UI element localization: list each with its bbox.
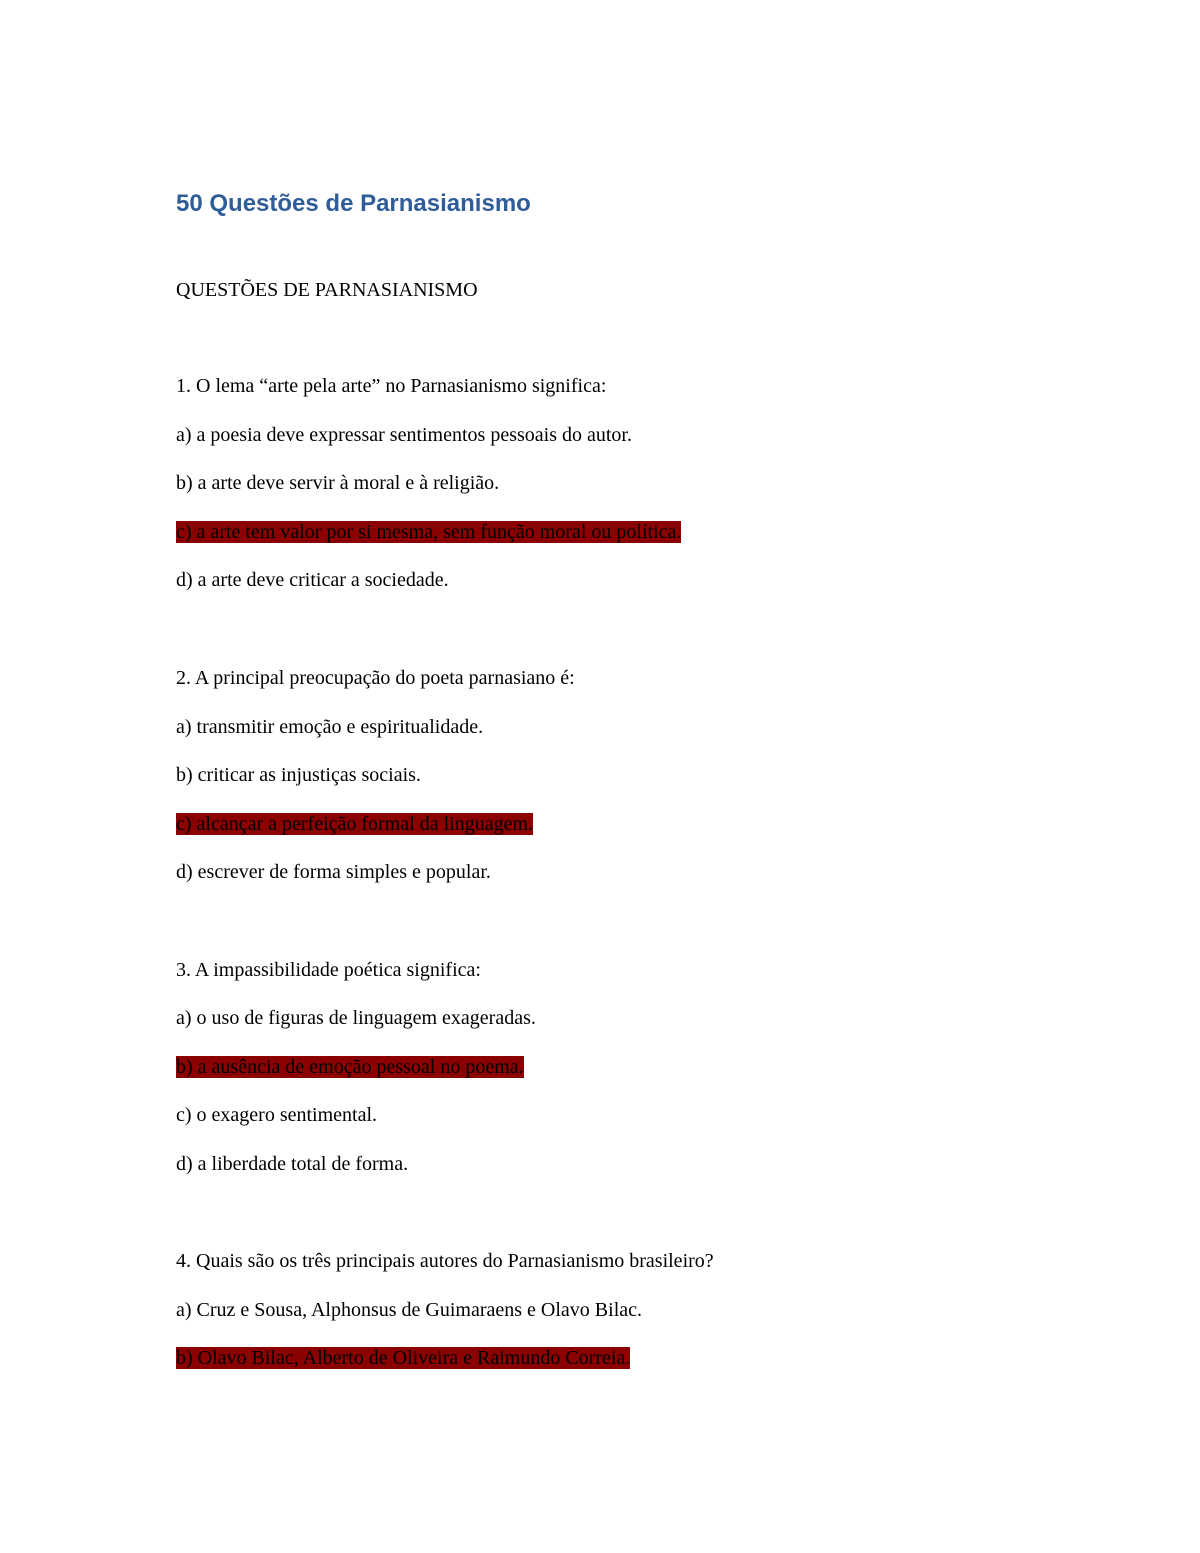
question-3-option-b-answer (176, 1054, 524, 1080)
question-2-option-c-answer (176, 811, 533, 837)
question-4-option-a (176, 1297, 642, 1323)
question-2-option-a (176, 714, 483, 740)
option-text: d) escrever de forma simples e popular. (176, 861, 491, 883)
option-text: a) Cruz e Sousa, Alphonsus de Guimaraens e Olavo Bilac. (176, 1299, 643, 1321)
question-4: 4. Quais são os três principais autores do Parnasianismo brasileiro? (176, 1250, 714, 1272)
option-text: b) criticar as injustiças sociais. (176, 764, 421, 786)
question-1-option-d (176, 567, 449, 593)
question-2-option-b (176, 762, 421, 788)
highlighted-answer: c) alcançar a perfeição formal da linguagem. (176, 813, 534, 835)
option-text: a) transmitir emoção e espiritualidade. (176, 716, 484, 738)
question-3-option-a (176, 1005, 536, 1031)
highlighted-answer: c) a arte tem valor por si mesma, sem função moral ou política. (176, 521, 682, 543)
highlighted-answer: b) Olavo Bilac, Alberto de Oliveira e Raimundo Correia. (176, 1347, 631, 1369)
question-4-option-b-answer (176, 1345, 630, 1371)
document-subtitle: QUESTÕES DE PARNASIANISMO (176, 279, 478, 301)
question-1-option-b (176, 470, 499, 496)
option-text: a) o uso de figuras de linguagem exageradas. (176, 1007, 536, 1029)
question-2: 2. A principal preocupação do poeta parnasiano é: (176, 667, 575, 689)
question-3: 3. A impassibilidade poética significa: (176, 959, 481, 981)
question-3-option-d (176, 1151, 408, 1177)
highlighted-answer: b) a ausência de emoção pessoal no poema. (176, 1056, 524, 1078)
option-text: a) a poesia deve expressar sentimentos pessoais do autor. (176, 424, 632, 446)
question-2-option-d (176, 859, 491, 885)
option-text: d) a liberdade total de forma. (176, 1153, 409, 1175)
option-text: d) a arte deve criticar a sociedade. (176, 569, 449, 591)
option-text: b) a arte deve servir à moral e à religião. (176, 472, 500, 494)
option-text: c) o exagero sentimental. (176, 1104, 378, 1126)
question-1-option-a (176, 422, 632, 448)
question-3-option-c (176, 1102, 377, 1128)
question-1-option-c-answer (176, 519, 681, 545)
page-title: 50 Questões de Parnasianismo (176, 190, 531, 217)
question-1: 1. O lema “arte pela arte” no Parnasianismo significa: (176, 375, 607, 397)
